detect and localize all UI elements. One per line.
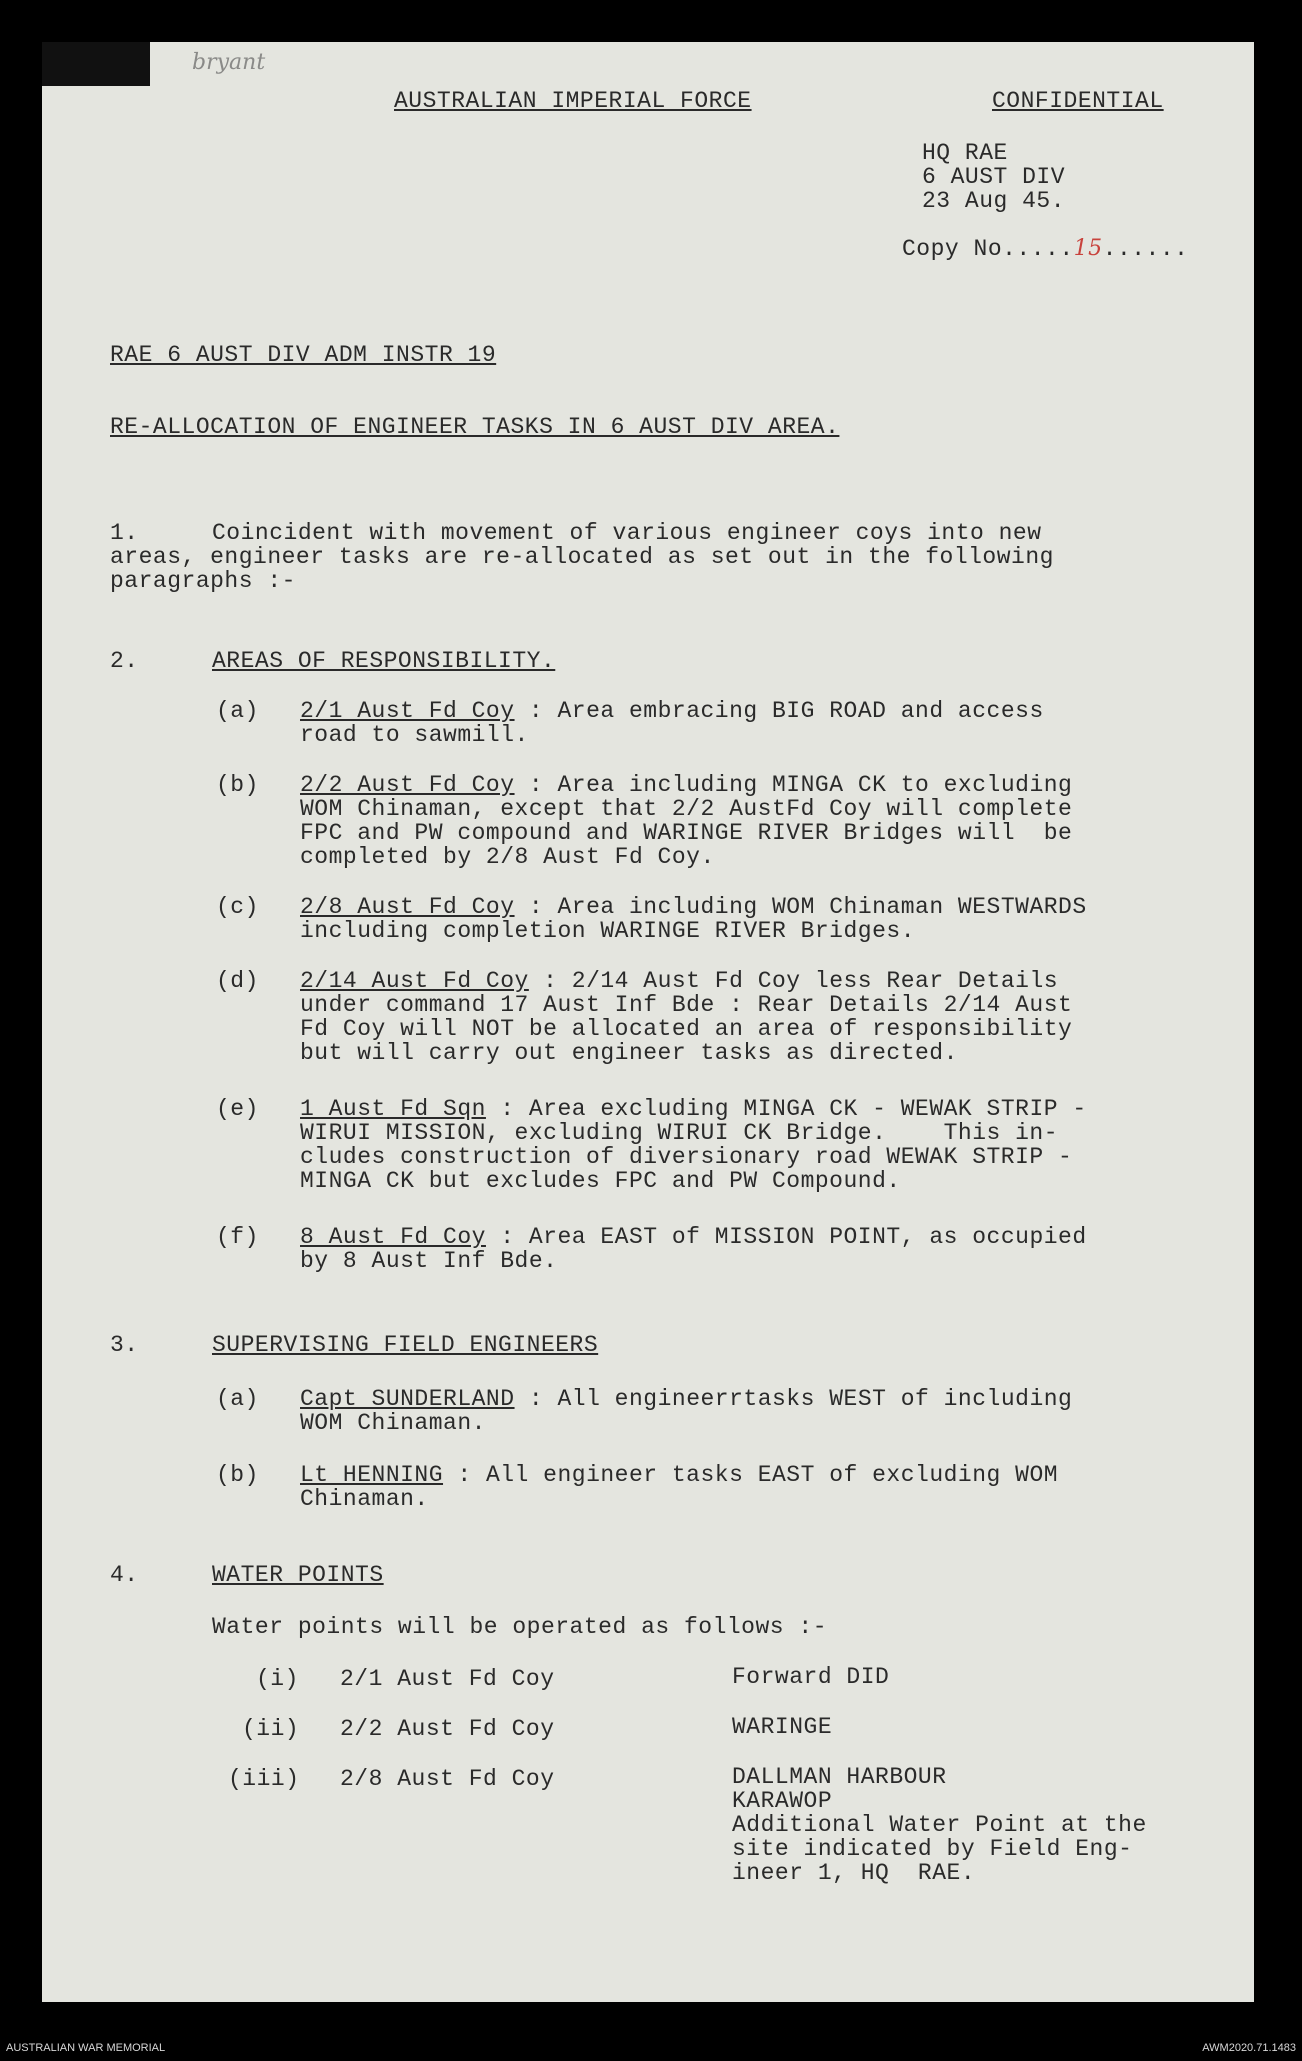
separator: : [485, 1096, 529, 1122]
item-text: but will carry out engineer tasks as directed. [300, 1040, 958, 1066]
row-location: Additional Water Point at the [732, 1812, 1147, 1838]
water-points-intro: Water points will be operated as follows :- [212, 1614, 827, 1640]
copy-number: 15 [1073, 236, 1103, 261]
row-location: site indicated by Field Eng- [732, 1836, 1133, 1862]
unit-name: 2/8 Aust Fd Coy [300, 894, 515, 920]
unit-name: 2/14 Aust Fd Coy [300, 968, 529, 994]
officer-name: Lt HENNING [300, 1462, 444, 1488]
copy-label: Copy No. [902, 236, 1017, 262]
black-tape [42, 42, 150, 86]
row-location: ineer 1, HQ RAE. [732, 1860, 976, 1886]
item-text: All engineer tasks EAST of excluding WOM [485, 1462, 1059, 1488]
item-text: Area excluding MINGA CK - WEWAK STRIP - [528, 1096, 1087, 1122]
para1-line-2: areas, engineer tasks are re-allocated as set out in the following [110, 544, 1054, 570]
para3-heading: SUPERVISING FIELD ENGINEERS [212, 1332, 599, 1358]
item-text: road to sawmill. [300, 722, 529, 748]
unit-name: 1 Aust Fd Sqn [300, 1096, 486, 1122]
para3-number: 3. [110, 1332, 139, 1358]
list-item [300, 1224, 1087, 1250]
row-unit: 2/1 Aust Fd Coy [340, 1666, 555, 1692]
para4-heading: WATER POINTS [212, 1562, 384, 1588]
item-label: (a) [216, 698, 259, 724]
row-number: (iii) [228, 1766, 300, 1792]
list-item [300, 1386, 1072, 1412]
footer-right: AWM2020.71.1483 [1202, 2042, 1296, 2054]
unit-name: 2/1 Aust Fd Coy [300, 698, 515, 724]
item-label: (b) [216, 1462, 259, 1488]
para2-heading: AREAS OF RESPONSIBILITY. [212, 648, 556, 674]
list-item [300, 1462, 1058, 1488]
instruction-title: RAE 6 AUST DIV ADM INSTR 19 [110, 342, 497, 368]
separator: : [514, 1386, 558, 1412]
item-text: by 8 Aust Inf Bde. [300, 1248, 558, 1274]
item-label: (f) [216, 1224, 259, 1250]
item-text: Area embracing BIG ROAD and access [557, 698, 1044, 724]
classification-label: CONFIDENTIAL [992, 88, 1164, 114]
row-location: DALLMAN HARBOUR [732, 1764, 947, 1790]
list-item [300, 772, 1072, 798]
list-item [300, 894, 1087, 920]
item-text: under command 17 Aust Inf Bde : Rear Details 2/14 Aust [300, 992, 1073, 1018]
list-item [300, 1096, 1087, 1122]
row-number: (i) [256, 1666, 299, 1692]
unit-name: 2/2 Aust Fd Coy [300, 772, 515, 798]
item-text: WOM Chinaman, except that 2/2 AustFd Coy will complete [300, 796, 1073, 822]
list-item [300, 698, 1044, 724]
copy-dots-after: ...... [1102, 236, 1189, 262]
footer-left: AUSTRALIAN WAR MEMORIAL [6, 2042, 166, 2054]
item-text: completed by 2/8 Aust Fd Coy. [300, 844, 715, 870]
item-text: cludes construction of diversionary road WEWAK STRIP - [300, 1144, 1073, 1170]
para1-line-3: paragraphs :- [110, 568, 296, 594]
para2-number: 2. [110, 648, 139, 674]
list-item [300, 968, 1058, 994]
hq-line-3: 23 Aug 45. [922, 188, 1066, 214]
item-label: (c) [216, 894, 259, 920]
hq-line-1: HQ RAE [922, 140, 1008, 166]
row-location: WARINGE [732, 1714, 833, 1740]
separator: : [485, 1224, 529, 1250]
item-label: (b) [216, 772, 259, 798]
handwritten-signature: bryant [192, 50, 266, 75]
item-text: Area including WOM Chinaman WESTWARDS [557, 894, 1087, 920]
row-unit: 2/8 Aust Fd Coy [340, 1766, 555, 1792]
document-title: AUSTRALIAN IMPERIAL FORCE [394, 88, 752, 114]
separator: : [514, 894, 558, 920]
item-text: including completion WARINGE RIVER Bridges. [300, 918, 915, 944]
separator: : [514, 698, 558, 724]
para1-number: 1. [110, 520, 139, 546]
copy-number-line [902, 236, 1188, 262]
copy-dots: .... [1016, 236, 1074, 262]
row-location: Forward DID [732, 1664, 890, 1690]
separator: : [443, 1462, 486, 1488]
item-text: Chinaman. [300, 1486, 429, 1512]
item-label: (d) [216, 968, 259, 994]
item-text: FPC and PW compound and WARINGE RIVER Bridges will be [300, 820, 1073, 846]
item-text: MINGA CK but excludes FPC and PW Compound. [300, 1168, 901, 1194]
hq-line-2: 6 AUST DIV [922, 164, 1066, 190]
para1-line-1: Coincident with movement of various engineer coys into new [212, 520, 1042, 546]
item-text: WIRUI MISSION, excluding WIRUI CK Bridge. This in- [300, 1120, 1059, 1146]
item-label: (a) [216, 1386, 259, 1412]
item-label: (e) [216, 1096, 259, 1122]
item-text: Fd Coy will NOT be allocated an area of responsibility [300, 1016, 1073, 1042]
row-number: (ii) [242, 1716, 300, 1742]
item-text: Area EAST of MISSION POINT, as occupied [528, 1224, 1087, 1250]
unit-name: 8 Aust Fd Coy [300, 1224, 486, 1250]
row-unit: 2/2 Aust Fd Coy [340, 1716, 555, 1742]
para4-number: 4. [110, 1562, 139, 1588]
separator: : [528, 968, 572, 994]
item-text: 2/14 Aust Fd Coy less Rear Details [571, 968, 1059, 994]
subject-line: RE-ALLOCATION OF ENGINEER TASKS IN 6 AUST DIV AREA. [110, 414, 840, 440]
separator: : [514, 772, 558, 798]
document-page [42, 42, 1254, 2002]
row-location: KARAWOP [732, 1788, 833, 1814]
item-text: Area including MINGA CK to excluding [557, 772, 1073, 798]
item-text: WOM Chinaman. [300, 1410, 486, 1436]
item-text: All engineerrtasks WEST of including [557, 1386, 1073, 1412]
officer-name: Capt SUNDERLAND [300, 1386, 515, 1412]
